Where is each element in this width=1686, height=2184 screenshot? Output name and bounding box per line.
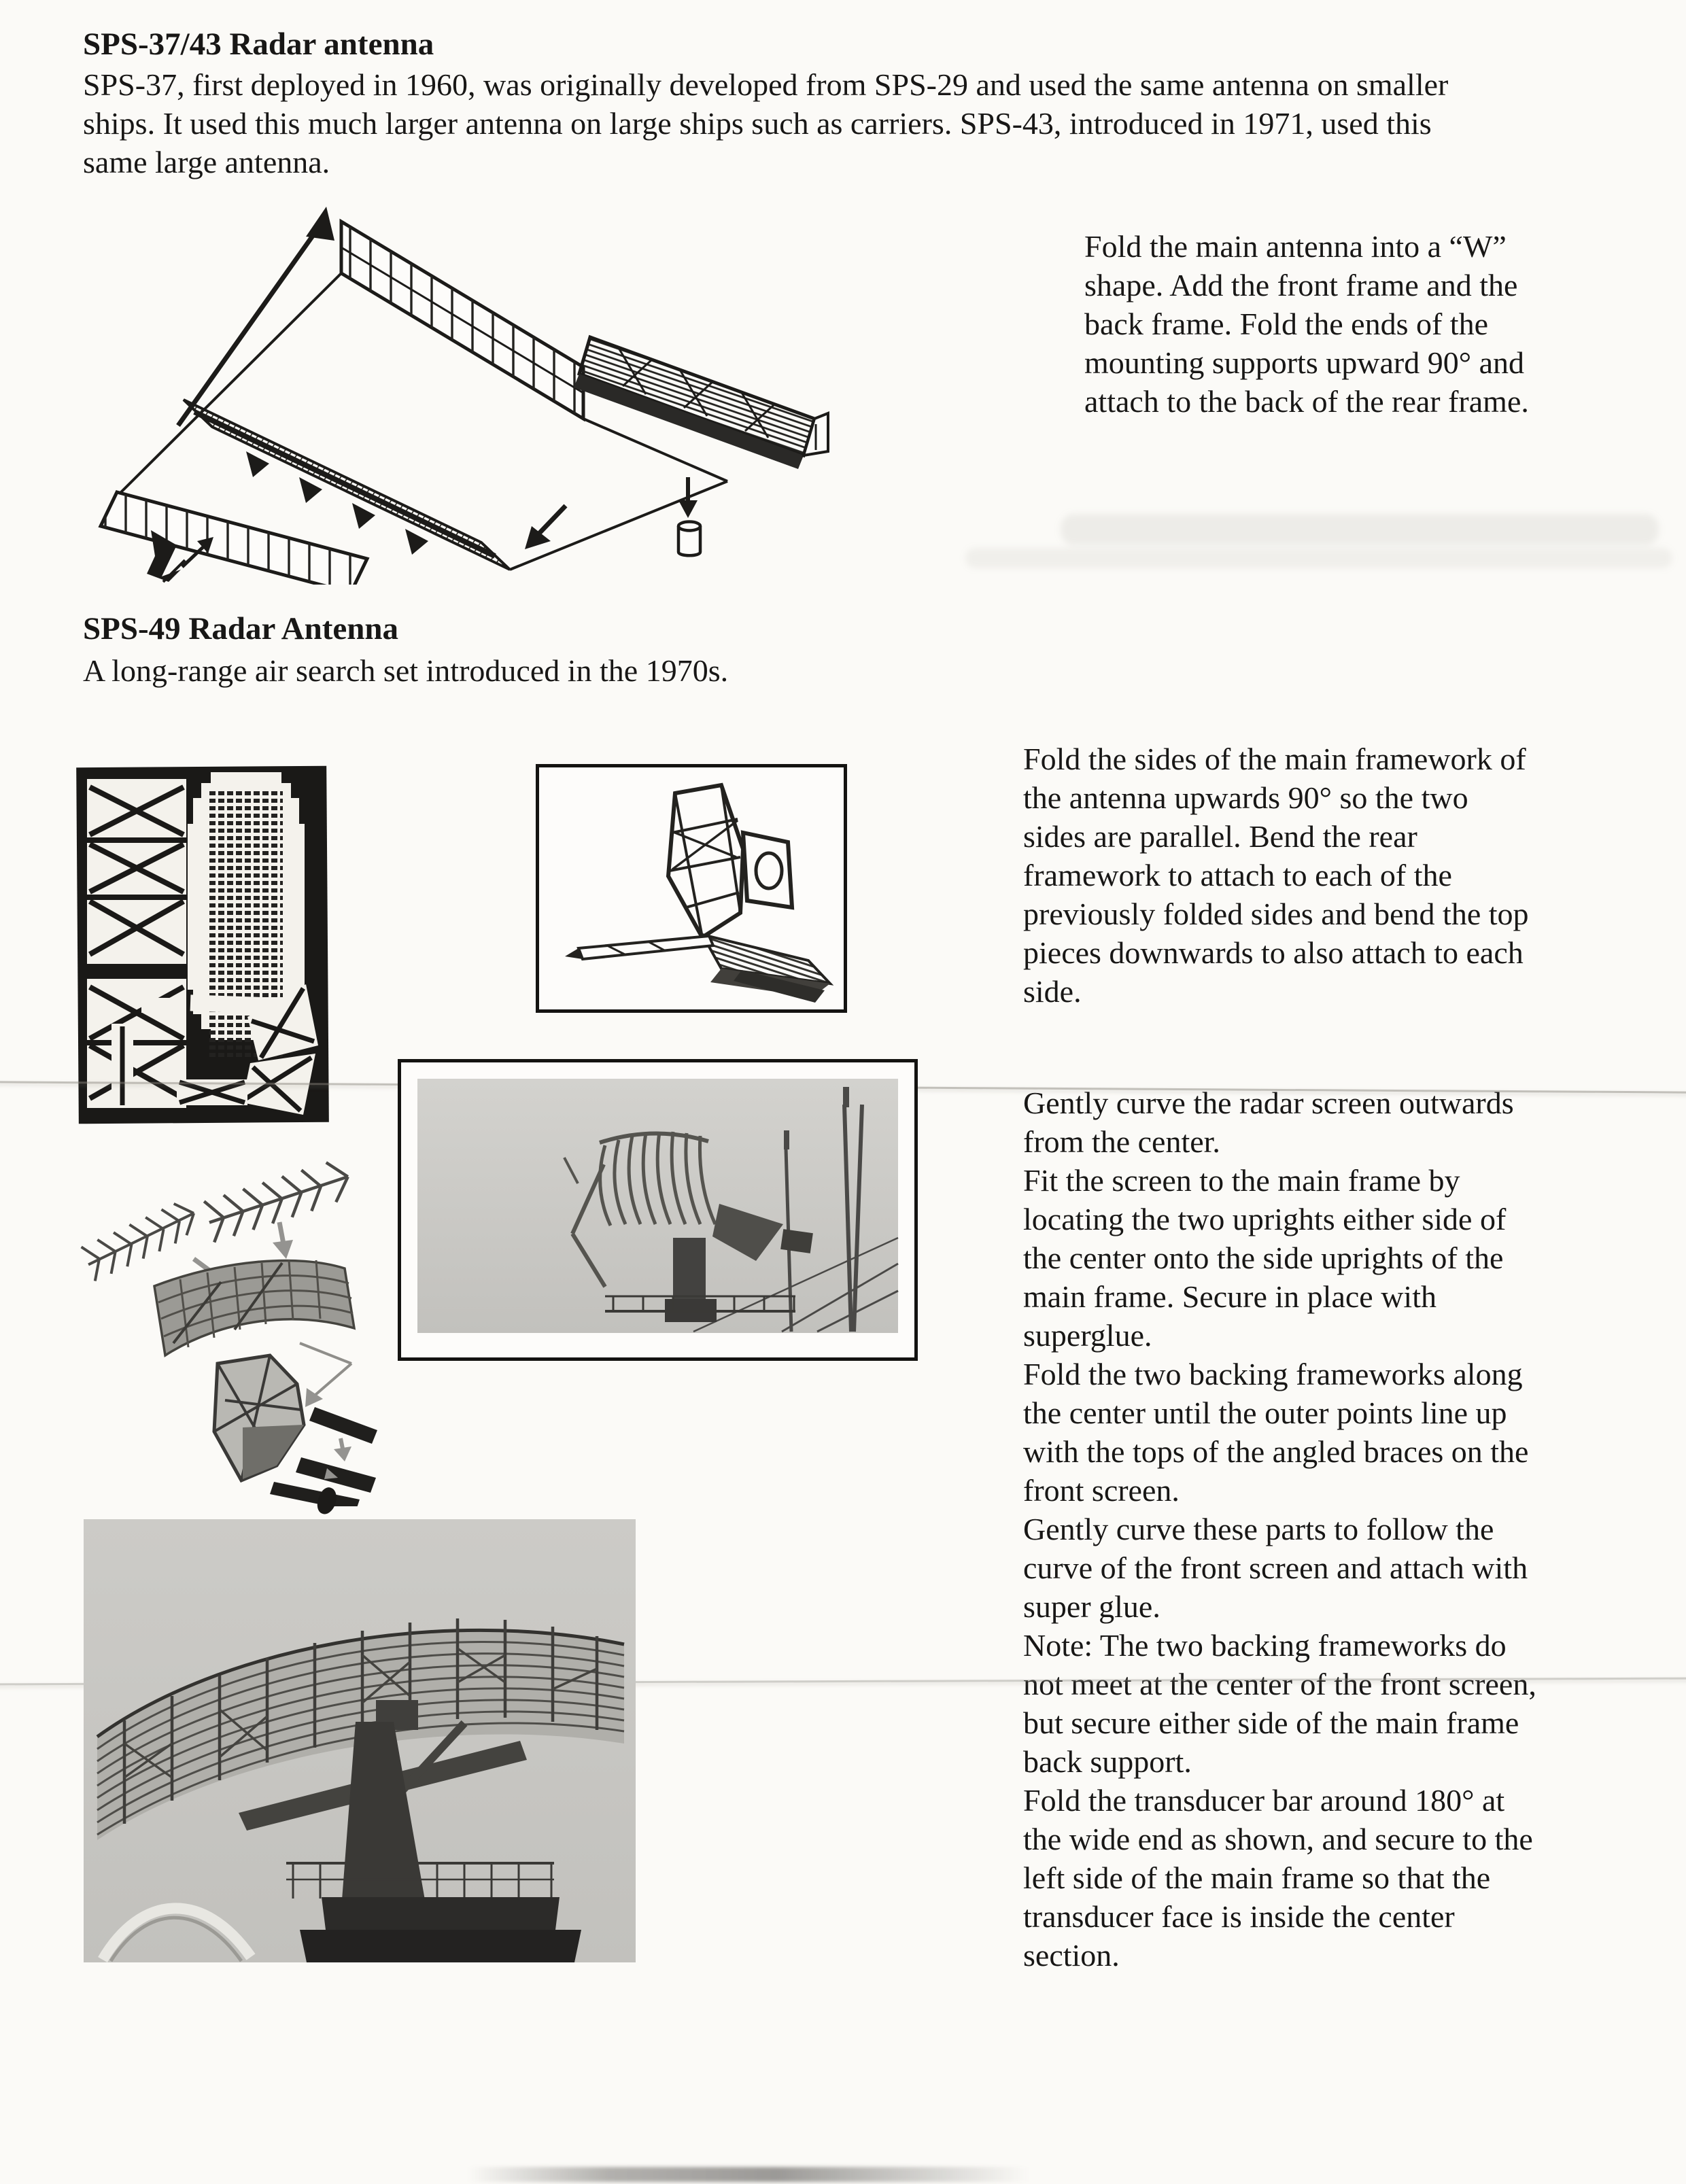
text-line: section.: [1023, 1938, 1120, 1973]
sps-49-photoetch-fret: [76, 760, 333, 1127]
text-line: Note: The two backing frameworks do: [1023, 1628, 1507, 1663]
text-line: attach to the back of the rear frame.: [1084, 384, 1529, 419]
text-line: with the tops of the angled braces on the: [1023, 1434, 1529, 1469]
text-line: Fold the main antenna into a “W”: [1084, 229, 1507, 264]
text-line: back support.: [1023, 1744, 1192, 1779]
sps-37-43-fold-diagram: [75, 189, 877, 585]
text-line: mounting supports upward 90° and: [1084, 345, 1525, 380]
fold-diagram-figure: [75, 189, 877, 585]
text-line: front screen.: [1023, 1473, 1180, 1508]
text-line: superglue.: [1023, 1318, 1152, 1353]
bleed-through-smudge: [965, 548, 1672, 568]
sps-49-radar-photo-large: [84, 1519, 636, 1962]
text-line: the antenna upwards 90° so the two: [1023, 780, 1468, 815]
sps49-fold-instructions: [1023, 740, 1608, 1011]
photoetch-fret-figure: [76, 760, 333, 1127]
text-line: curve of the front screen and attach with: [1023, 1550, 1528, 1585]
scan-edge-artifact: [468, 2167, 1029, 2182]
assembly-diagram-figure: [71, 1139, 381, 1506]
text-line: shape. Add the front frame and the: [1084, 268, 1518, 302]
text-line: ships. It used this much larger antenna on large ships such as carriers. SPS-43, introduced in 1971, used this: [83, 106, 1432, 141]
text-line: SPS-37, first deployed in 1960, was originally developed from SPS-29 and used the same antenna on smaller: [83, 67, 1449, 102]
text-line: the center onto the side uprights of the: [1023, 1241, 1504, 1275]
sps-49-radar-photo-boxed: [401, 1062, 914, 1357]
sps49-subtitle: A long-range air search set introduced in the 1970s.: [83, 653, 729, 688]
text-line: but secure either side of the main frame: [1023, 1705, 1519, 1740]
text-line: pieces downwards to also attach to each: [1023, 935, 1524, 970]
radar-photo-boxed-figure: [398, 1059, 918, 1361]
sps49-assembly-instructions: [1023, 1084, 1615, 1975]
text-line: Fold the sides of the main framework of: [1023, 742, 1526, 776]
text-line: from the center.: [1023, 1124, 1220, 1159]
text-line: same large antenna.: [83, 145, 330, 179]
text-line: transducer face is inside the center: [1023, 1899, 1455, 1934]
sps-49-folded-frame-drawing: [539, 767, 844, 1009]
text-line: not meet at the center of the front screen,: [1023, 1667, 1536, 1701]
text-line: side.: [1023, 974, 1082, 1009]
section-heading-sps3743: SPS-37/43 Radar antenna: [83, 27, 434, 62]
text-line: left side of the main frame so that the: [1023, 1860, 1491, 1895]
text-line: back frame. Fold the ends of the: [1084, 307, 1488, 341]
bleed-through-smudge: [1061, 514, 1659, 545]
text-line: previously folded sides and bend the top: [1023, 897, 1529, 931]
text-line: framework to attach to each of the: [1023, 858, 1452, 892]
section-heading-sps49: SPS-49 Radar Antenna: [83, 611, 399, 646]
text-line: super glue.: [1023, 1589, 1160, 1624]
text-line: the wide end as shown, and secure to the: [1023, 1822, 1533, 1856]
text-line: Fold the two backing frameworks along: [1023, 1357, 1523, 1391]
text-line: locating the two uprights either side of: [1023, 1202, 1507, 1236]
sps-49-assembly-diagram: [71, 1139, 381, 1506]
text-line: main frame. Secure in place with: [1023, 1279, 1436, 1314]
text-line: Fit the screen to the main frame by: [1023, 1163, 1460, 1198]
text-line: Gently curve these parts to follow the: [1023, 1512, 1494, 1546]
folded-frame-figure: [536, 764, 847, 1013]
text-line: Fold the transducer bar around 180° at: [1023, 1783, 1505, 1818]
text-line: Gently curve the radar screen outwards: [1023, 1086, 1514, 1120]
sps3743-instructions: [1084, 227, 1621, 421]
radar-photo-large-figure: [84, 1519, 636, 1962]
text-line: the center until the outer points line up: [1023, 1396, 1507, 1430]
text-line: sides are parallel. Bend the rear: [1023, 819, 1417, 854]
sps3743-body-paragraph: [83, 65, 1667, 181]
